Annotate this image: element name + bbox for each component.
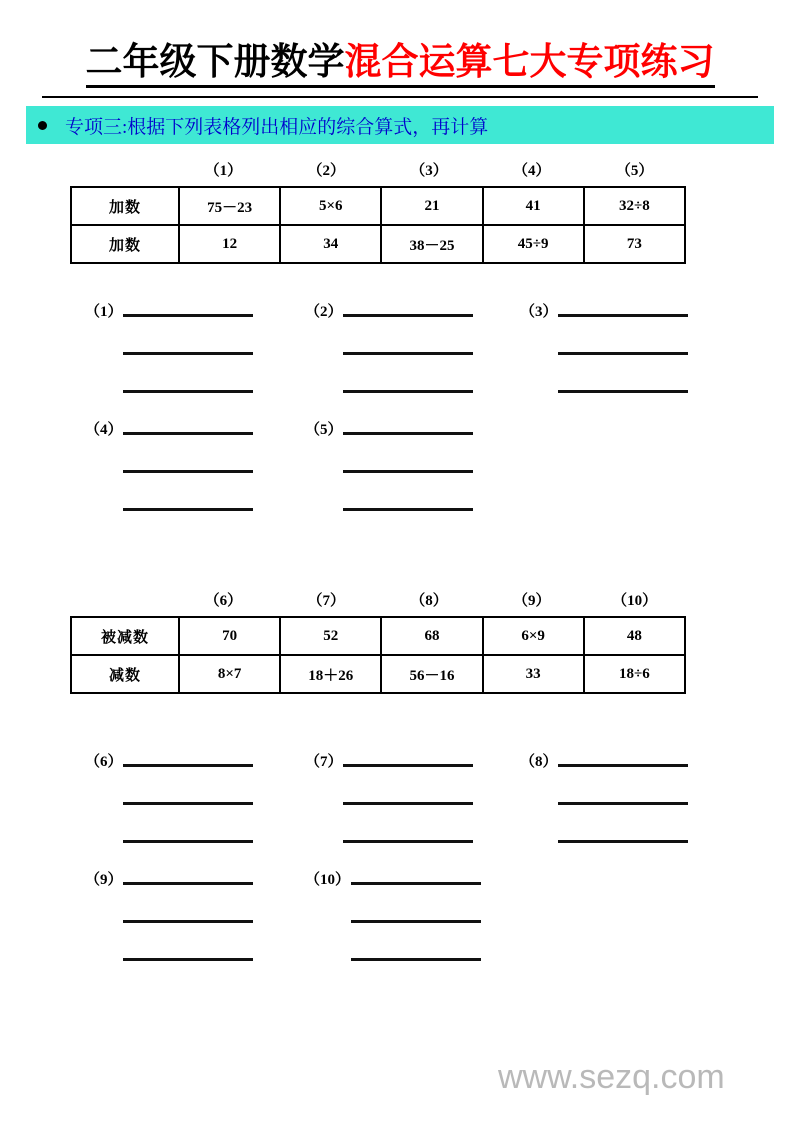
answer-block-label: （10） [305,872,351,888]
section-banner [26,106,774,144]
answer-write-line[interactable] [351,882,481,885]
column-header: （1） [204,163,243,179]
table-cell: 73 [584,225,685,263]
addition-table-column-headers [70,158,686,180]
answer-write-line[interactable] [123,840,253,843]
table-cell: 21 [381,187,482,225]
answer-write-line[interactable] [343,764,473,767]
table-row [71,225,685,263]
answer-block-label: （5） [305,422,343,438]
table-cell: 52 [280,617,381,655]
table-cell: 18＋26 [280,655,381,693]
answer-write-line[interactable] [343,432,473,435]
answer-block-label: （7） [305,754,343,770]
column-header: （4） [513,163,551,179]
answer-write-line[interactable] [123,508,253,511]
table-cell: 68 [381,617,482,655]
column-header: （3） [410,163,448,179]
table-cell: 38－25 [381,225,482,263]
row-label: 加数 [71,225,179,263]
page-title-black-segment: 二年级下册数学 [85,42,345,83]
answer-block-label: （2） [305,304,343,320]
page-title-red-segment: 混合运算七大专项练习 [344,42,715,83]
answer-write-line[interactable] [558,840,688,843]
page-title-text [86,42,715,88]
answer-write-line[interactable] [123,432,253,435]
answer-block-label: （6） [85,754,123,770]
title-underline-rule [42,96,758,98]
answer-write-line[interactable] [558,352,688,355]
answer-block-label: （9） [85,872,123,888]
table-cell: 18÷6 [584,655,685,693]
bullet-dot-icon [38,121,47,130]
answer-write-line[interactable] [123,802,253,805]
answer-write-line[interactable] [123,352,253,355]
table-cell: 12 [179,225,280,263]
table-cell: 56－16 [381,655,482,693]
subtraction-table-block [70,588,686,694]
answer-block-label: （3） [520,304,558,320]
page-title [0,42,800,88]
row-label: 减数 [71,655,179,693]
subtraction-table-column-headers [70,588,686,610]
answer-write-line[interactable] [123,390,253,393]
answer-write-line[interactable] [123,920,253,923]
answer-write-line[interactable] [558,764,688,767]
site-watermark: www.sezq.com [498,1058,725,1096]
answer-block-label: （4） [85,422,123,438]
table-cell: 6×9 [483,617,584,655]
table-row [71,655,685,693]
answer-write-line[interactable] [343,352,473,355]
table-cell: 45÷9 [483,225,584,263]
answer-write-line[interactable] [351,920,481,923]
table-cell: 75－23 [179,187,280,225]
column-header: （9） [513,593,551,609]
table-row [71,187,685,225]
answer-write-line[interactable] [123,882,253,885]
answer-write-line[interactable] [123,470,253,473]
row-label: 被减数 [71,617,179,655]
section-banner-label: 专项三:根据下列表格列出相应的综合算式，再计算 [65,116,489,138]
column-header: （6） [204,593,243,609]
answer-write-line[interactable] [558,390,688,393]
table-row [71,617,685,655]
subtraction-table [70,616,686,694]
answer-block-label: （1） [85,304,123,320]
answer-write-line[interactable] [343,840,473,843]
answer-write-line[interactable] [123,764,253,767]
answer-block-label: （8） [520,754,558,770]
addition-table-block [70,158,686,264]
column-header: （7） [307,593,345,609]
row-label: 加数 [71,187,179,225]
column-header: （5） [615,163,654,179]
table-cell: 70 [179,617,280,655]
answer-write-line[interactable] [123,314,253,317]
column-header: （10） [612,593,658,609]
table-cell: 5×6 [280,187,381,225]
table-cell: 8×7 [179,655,280,693]
answer-write-line[interactable] [351,958,481,961]
answer-write-line[interactable] [558,802,688,805]
answer-write-line[interactable] [343,390,473,393]
column-header: （8） [410,593,448,609]
column-header: （2） [307,163,345,179]
answer-write-line[interactable] [343,314,473,317]
answer-write-line[interactable] [343,470,473,473]
table-cell: 41 [483,187,584,225]
answer-write-line[interactable] [123,958,253,961]
answer-write-line[interactable] [343,508,473,511]
answer-write-line[interactable] [558,314,688,317]
addition-table [70,186,686,264]
table-cell: 34 [280,225,381,263]
table-cell: 32÷8 [584,187,685,225]
table-cell: 33 [483,655,584,693]
answer-write-line[interactable] [343,802,473,805]
table-cell: 48 [584,617,685,655]
